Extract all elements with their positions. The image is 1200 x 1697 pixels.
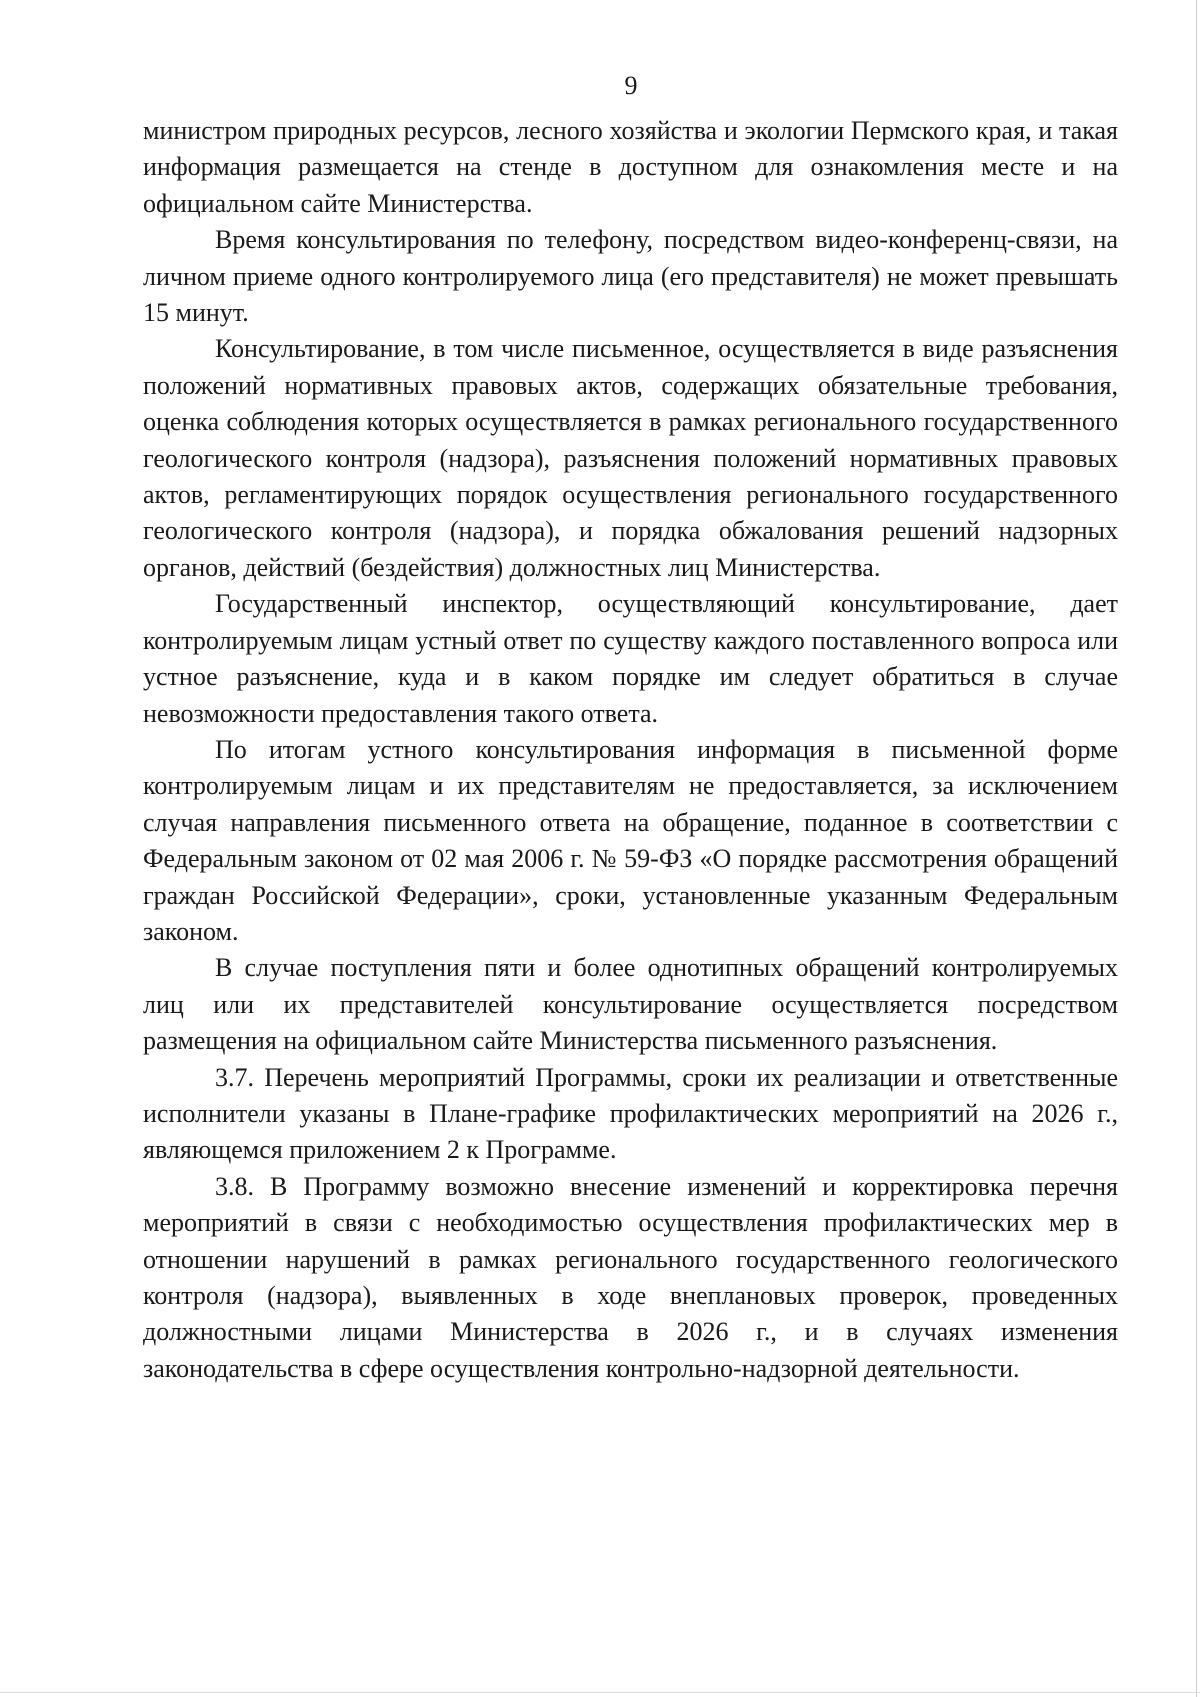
page-number: 9 bbox=[624, 71, 638, 100]
paragraph-3: Консультирование, в том числе письменное, осуществляется в виде разъяснения положений нормативных правовых актов, содержащих обязательные требования, оценка соблюдения которых осуществляется в рамках регионального государственного геологического контроля (надзора), разъяснения положений нормативных правовых актов, регламентирующих порядок осуществления регионального государственного геологического контроля (надзора), и порядка обжалования решений надзорных органов, действий (бездействия) должностных лиц Министерства. bbox=[143, 334, 1118, 582]
paragraph-1: министром природных ресурсов, лесного хозяйства и экологии Пермского края, и такая информация размещается на стенде в доступном для ознакомления месте и на официальном сайте Министерства. bbox=[143, 116, 1118, 218]
page-edge-bottom bbox=[0, 1692, 1200, 1693]
paragraph-5: По итогам устного консультирования информация в письменной форме контролируемым лицам и их представителям не предоставляется, за исключением случая направления письменного ответа на обращение, поданное в соответствии с Федеральным законом от 02 мая 2006 г. № 59-ФЗ «О порядке рассмотрения обращений граждан Российской Федерации», сроки, установленные указанным Федеральным законом. bbox=[143, 734, 1118, 946]
paragraph-7: 3.7. Перечень мероприятий Программы, сроки их реализации и ответственные исполнители указаны в Плане-графике профилактических мероприятий на 2026 г., являющемся приложением 2 к Программе. bbox=[143, 1062, 1118, 1165]
paragraph-2: Время консультирования по телефону, посредством видео-конференц-связи, на личном приеме одного контролируемого лица (его представителя) не может превышать 15 минут. bbox=[143, 225, 1118, 328]
paragraph-8: 3.8. В Программу возможно внесение изменений и корректировка перечня мероприятий в связи с необходимостью осуществления профилактических мер в отношении нарушений в рамках регионального государственного геологического контроля (надзора), выявленных в ходе внеплановых проверок, проведенных должностными лицами Министерства в 2026 г., и в случаях изменения законодательства в сфере осуществления контрольно-надзорной деятельности. bbox=[143, 1171, 1118, 1383]
paragraph-4: Государственный инспектор, осуществляющий консультирование, дает контролируемым лицам устный ответ по существу каждого поставленного вопроса или устное разъяснение, куда и в каком порядке им следует обратиться в случае невозможности предоставления такого ответа. bbox=[143, 589, 1118, 728]
body-text bbox=[143, 113, 1118, 1387]
paragraph-6: В случае поступления пяти и более однотипных обращений контролируемых лиц или их представителей консультирование осуществляется посредством размещения на официальном сайте Министерства письменного разъяснения. bbox=[143, 953, 1118, 1056]
page-edge-right bbox=[1196, 0, 1197, 1697]
